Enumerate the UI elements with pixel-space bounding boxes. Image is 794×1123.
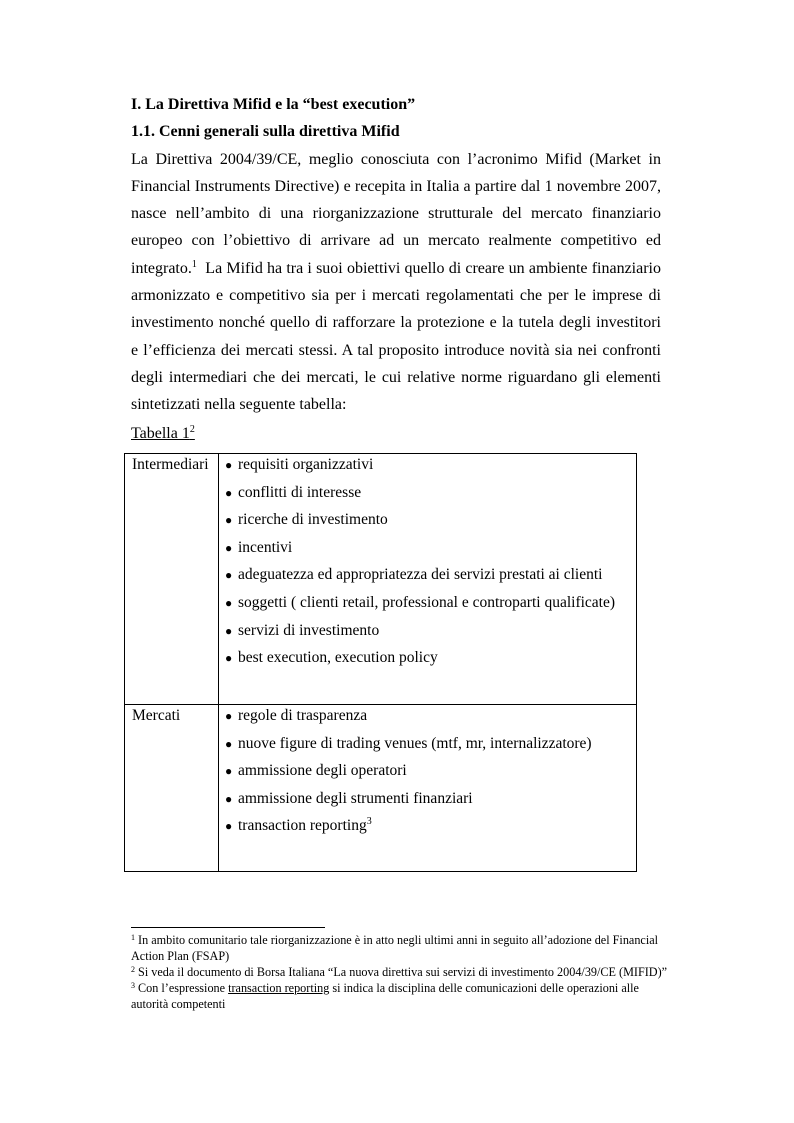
paragraph-line: e l’efficienza dei mercati stessi. A tal proposito introduce novità sia nei confronti <box>131 341 661 359</box>
footnote-number: 3 <box>131 981 135 990</box>
bullet-icon: ● <box>225 709 233 723</box>
bullet-icon: ● <box>225 540 233 555</box>
item-text: soggetti ( clienti retail, professional e controparti qualificate) <box>238 593 616 611</box>
list-item <box>225 482 636 510</box>
row-label: Mercati <box>125 705 219 872</box>
bullet-icon: ● <box>225 736 233 751</box>
mifid-table <box>124 453 637 872</box>
paragraph-text: integrato. <box>131 259 192 277</box>
list-item <box>225 705 636 733</box>
section-heading: 1.1. Cenni generali sulla direttiva Mifid <box>131 123 400 140</box>
item-text: nuove figure di trading venues (mtf, mr, internalizzatore) <box>238 734 592 752</box>
footnote-text: In ambito comunitario tale riorganizzazione è in atto negli ultimi anni in seguito all’adozione del Financial Action Plan (FSAP) <box>131 933 659 963</box>
paragraph-line: sintetizzati nella seguente tabella: <box>131 396 347 414</box>
bullet-icon: ● <box>225 595 233 610</box>
bullet-icon: ● <box>225 819 233 834</box>
item-text: conflitti di interesse <box>238 483 362 501</box>
footnotes <box>131 932 671 1012</box>
list-item <box>225 537 636 565</box>
footnote-number: 1 <box>131 933 135 942</box>
table-caption <box>131 423 195 445</box>
list-item <box>225 454 636 482</box>
item-text: adeguatezza ed appropriatezza dei servizi prestati ai clienti <box>238 566 603 584</box>
row-items <box>219 454 637 705</box>
table-row <box>125 705 637 872</box>
footnote-number: 2 <box>131 965 135 974</box>
paragraph-text: La Mifid ha tra i suoi obiettivi quello di creare un ambiente finanziario <box>196 259 661 277</box>
footnote <box>131 980 671 1012</box>
item-text: ammissione degli strumenti finanziari <box>238 789 473 807</box>
list-item <box>225 733 636 761</box>
bullet-icon: ● <box>225 651 233 666</box>
list-item <box>225 788 636 816</box>
list-item <box>225 647 636 675</box>
list-item <box>225 815 636 843</box>
paragraph-line: degli intermediari che dei mercati, le cui relative norme riguardano gli elementi <box>131 368 661 386</box>
paragraph-line: La Direttiva 2004/39/CE, meglio conosciuta con l’acronimo Mifid (Market in <box>131 150 661 168</box>
footnote-term: transaction reporting <box>228 981 330 995</box>
item-text: ricerche di investimento <box>238 511 388 529</box>
footnote-ref-3: 3 <box>366 816 372 828</box>
bullet-icon: ● <box>225 623 233 638</box>
paragraph-line: Financial Instruments Directive) e recepita in Italia a partire dal 1 novembre 2007, <box>131 177 661 195</box>
item-text: requisiti organizzativi <box>238 456 374 473</box>
footnote-text: Con l’espressione <box>135 981 229 995</box>
list-item <box>225 620 636 648</box>
bullet-icon: ● <box>225 458 233 472</box>
item-text: best execution, execution policy <box>238 649 438 667</box>
list-item <box>225 760 636 788</box>
paragraph-line: armonizzato e competitivo sia per i mercati regolamentati che per le imprese di <box>131 286 661 304</box>
item-text: servizi di investimento <box>238 621 380 639</box>
paragraph-line: nasce nell’ambito di una riorganizzazione strutturale del mercato finanziario <box>131 205 661 223</box>
item-text: transaction reporting <box>238 817 367 835</box>
footnote-text: si indica la disciplina delle comunicazioni delle operazioni alle autorità competenti <box>131 981 639 1011</box>
list-item <box>225 509 636 537</box>
row-items <box>219 705 637 872</box>
footnote <box>131 932 671 964</box>
footnote-ref-2: 2 <box>189 424 195 435</box>
table-caption-text: Tabella 1 <box>131 425 190 442</box>
item-text: ammissione degli operatori <box>238 762 407 780</box>
footnote-text: Si veda il documento di Borsa Italiana “La nuova direttiva sui servizi di investimento 2004/39/CE (MIFID)” <box>135 965 668 979</box>
row-label: Intermediari <box>125 454 219 705</box>
bullet-icon: ● <box>225 485 233 500</box>
table-row <box>125 454 637 705</box>
body-paragraph <box>131 146 661 419</box>
chapter-heading: I. La Direttiva Mifid e la “best execution” <box>131 96 416 113</box>
item-text: regole di trasparenza <box>238 707 368 724</box>
bullet-icon: ● <box>225 791 233 806</box>
footnote <box>131 964 671 980</box>
paragraph-line: investimento nonché quello di rafforzare la protezione e la tutela degli investitori <box>131 314 661 332</box>
list-item <box>225 564 636 592</box>
paragraph-line: europeo con l’obiettivo di arrivare ad un mercato realmente competitivo ed <box>131 232 661 250</box>
footnote-ref-1: 1 <box>191 258 197 270</box>
bullet-icon: ● <box>225 764 233 779</box>
footnote-divider <box>131 927 325 928</box>
list-item <box>225 592 636 620</box>
bullet-icon: ● <box>225 513 233 528</box>
bullet-icon: ● <box>225 568 233 583</box>
item-text: incentivi <box>238 538 293 556</box>
paragraph-line <box>131 255 661 282</box>
